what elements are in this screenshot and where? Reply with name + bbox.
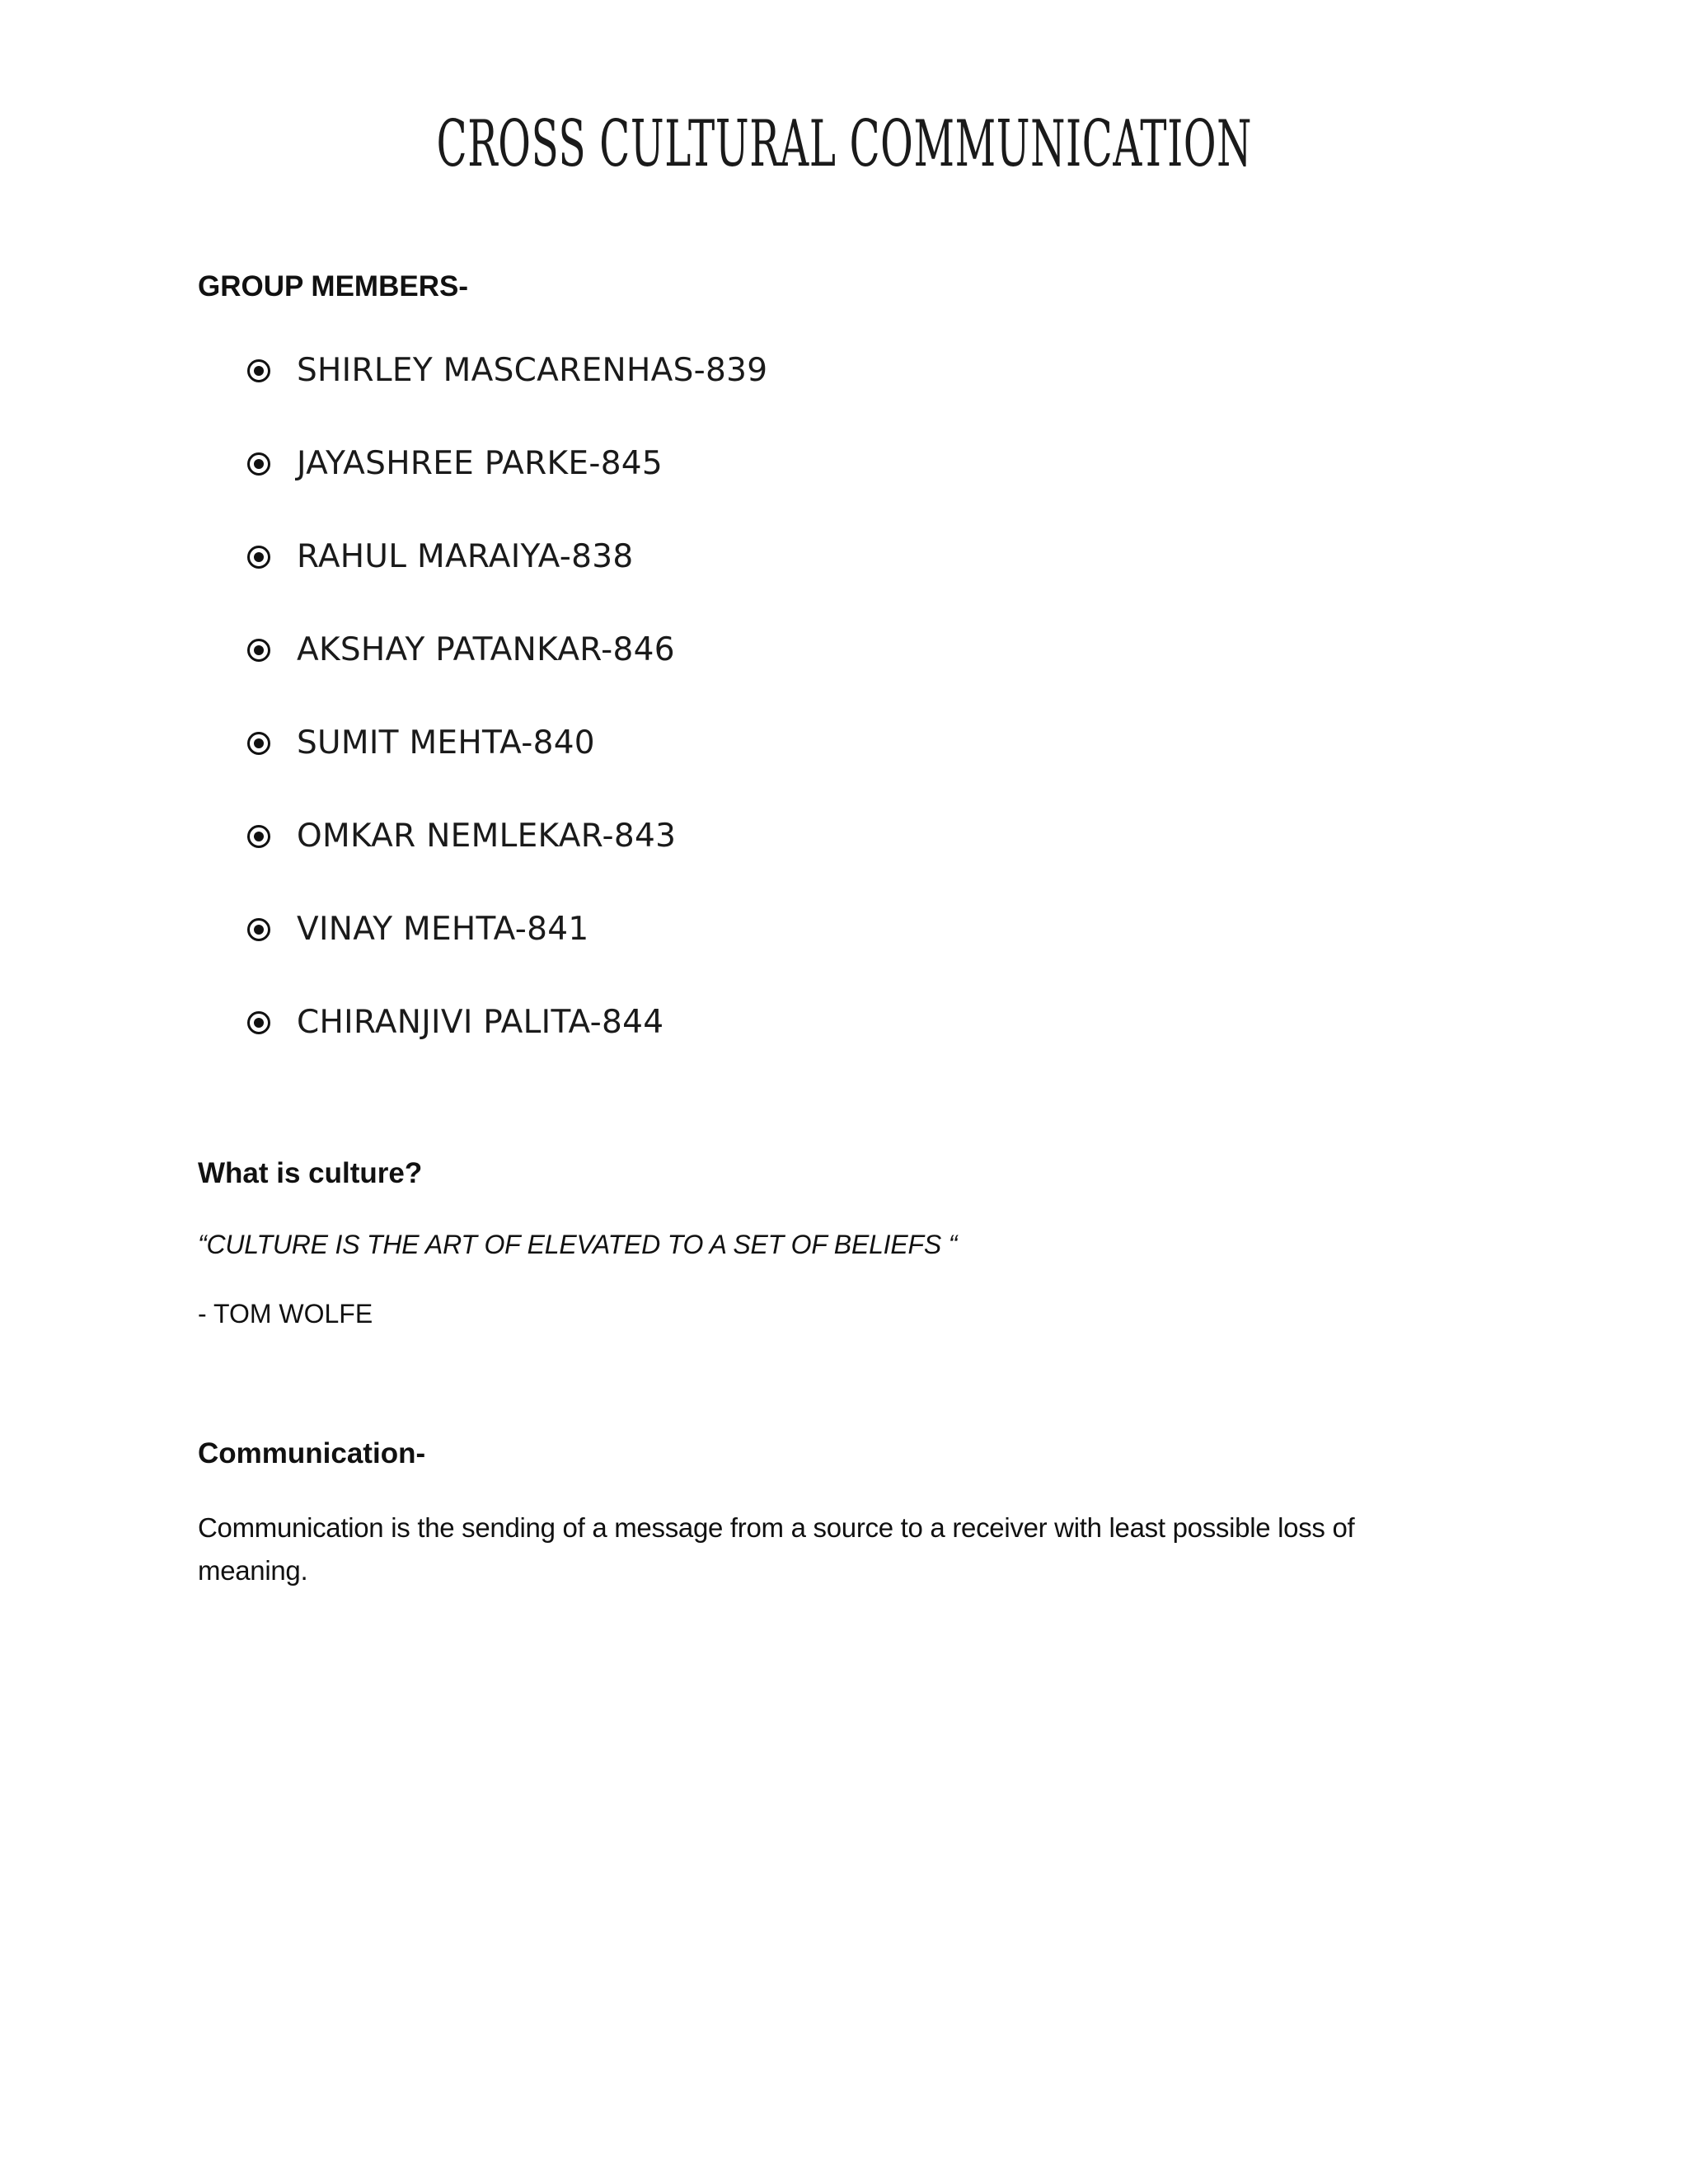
member-name: CHIRANJIVI PALITA-844 [297,1004,664,1041]
radio-bullet-icon [247,546,270,569]
communication-heading: Communication- [198,1437,426,1469]
radio-bullet-icon [247,732,270,755]
group-members-heading: GROUP MEMBERS- [198,270,468,302]
culture-quote: “CULTURE IS THE ART OF ELEVATED TO A SET OF BELIEFS “ [198,1230,958,1259]
document-title: CROSS CULTURAL COMMUNICATION [436,107,1253,181]
member-name: SHIRLEY MASCARENHAS-839 [297,352,768,389]
list-item [247,624,767,717]
list-item [247,531,767,624]
member-name: VINAY MEHTA-841 [297,911,589,948]
radio-bullet-icon [247,825,270,848]
radio-bullet-icon [247,452,270,476]
list-item [247,717,767,810]
list-item [247,344,767,438]
radio-bullet-icon [247,359,270,382]
radio-bullet-icon [247,1011,270,1034]
quote-attribution: - TOM WOLFE [198,1299,373,1329]
member-name: RAHUL MARAIYA-838 [297,538,634,575]
member-name: AKSHAY PATANKAR-846 [297,631,675,668]
radio-bullet-icon [247,918,270,941]
member-name: OMKAR NEMLEKAR-843 [297,818,677,855]
group-members-list [247,344,767,1090]
list-item [247,903,767,996]
list-item [247,810,767,903]
list-item [247,438,767,531]
member-name: SUMIT MEHTA-840 [297,724,595,762]
culture-heading: What is culture? [198,1157,423,1189]
communication-definition: Communication is the sending of a message from a source to a receiver with least possible loss of meaning. [198,1512,1355,1586]
member-name: JAYASHREE PARKE-845 [297,445,663,482]
list-item [247,996,767,1090]
radio-bullet-icon [247,639,270,662]
